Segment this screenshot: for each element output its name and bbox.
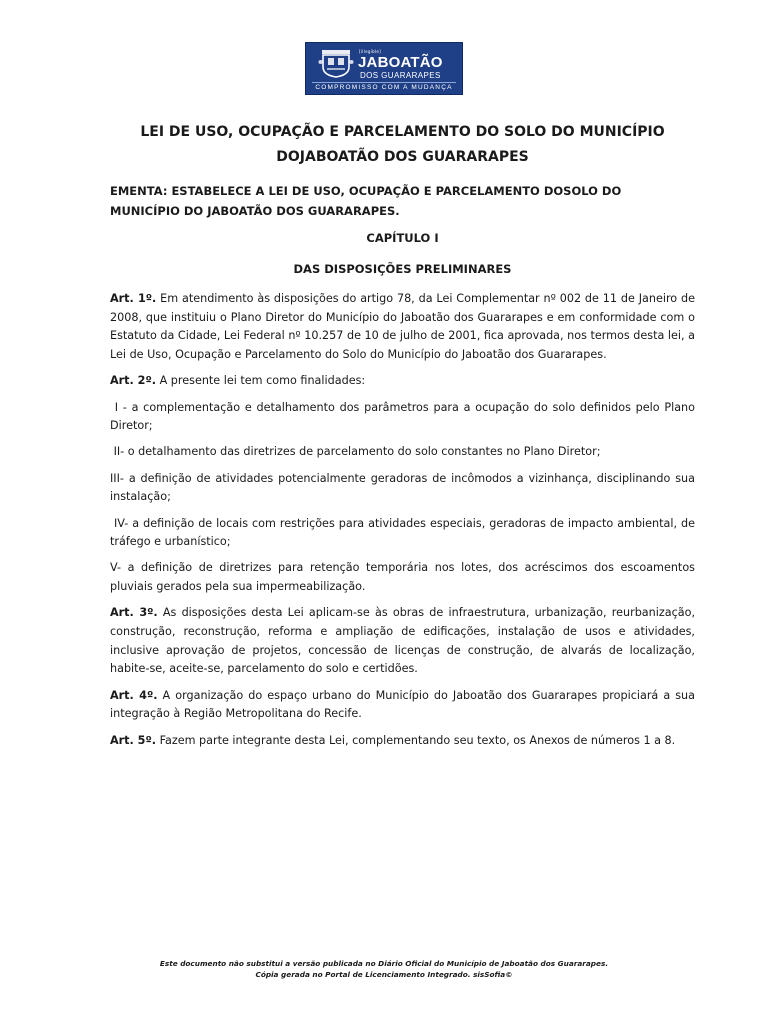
header-logo-container	[0, 42, 768, 95]
article-3-label: Art. 3º.	[110, 606, 158, 620]
article-3	[110, 604, 695, 679]
article-4	[110, 687, 695, 724]
article-1	[110, 290, 695, 365]
article-2-item-4: IV- a definição de locais com restrições para atividades especiais, geradoras de impacto ambiental, de tráfego e urbanístico;	[110, 516, 699, 549]
article-2-text: A presente lei tem como finalidades:	[156, 374, 366, 388]
coat-of-arms-icon	[318, 48, 354, 78]
ementa: EMENTA: ESTABELECE A LEI DE USO, OCUPAÇÃO E PARCELAMENTO DOSOLO DO MUNICÍPIO DO JABOATÃO DOS GUARARAPES.	[110, 184, 622, 218]
article-2-item-5: V- a definição de diretrizes para retenção temporária nos lotes, dos acréscimos dos escoamentos pluviais gerados pela sua impermeabilização.	[110, 561, 695, 594]
title-line-2: DOJABOATÃO DOS GUARARAPES	[276, 149, 529, 165]
chapter-heading: CAPÍTULO I	[366, 231, 439, 245]
title-line-1: LEI DE USO, OCUPAÇÃO E PARCELAMENTO DO SOLO DO MUNICÍPIO	[140, 124, 665, 140]
footer-line-2: Cópia gerada no Portal de Licenciamento Integrado. sisSofia©	[255, 970, 513, 979]
chapter-title: DAS DISPOSIÇÕES PRELIMINARES	[293, 262, 512, 276]
article-5-label: Art. 5º.	[110, 733, 157, 747]
logo-subtitle: DOS GUARARAPES	[360, 71, 441, 80]
document-body	[110, 290, 699, 758]
article-1-label: Art. 1º.	[110, 292, 157, 305]
article-2-item-2: II- o detalhamento das diretrizes de parcelamento do solo constantes no Plano Diretor;	[110, 445, 601, 459]
logo-small-text: [illegible]	[359, 49, 381, 54]
logo-name: JABOATÃO	[358, 54, 443, 71]
article-3-text: As disposições desta Lei aplicam-se às obras de infraestrutura, urbanização, reurbanização, construção, reconstrução, reforma e ampliação de edificações, instalação de usos e atividades, inclusive aprovação de projetos, concessão de licenças de construção, de alvarás de localização, habite-se, aceite-se, parcelamento do solo e certidões.	[110, 606, 695, 676]
document-title	[110, 120, 695, 170]
article-2-item-3: III- a definição de atividades potencialmente geradoras de incômodos a vizinhança, disciplinando sua instalação;	[110, 471, 695, 504]
article-2	[110, 372, 695, 391]
footer-line-1: Este documento não substitui a versão publicada no Diário Oficial do Município de Jaboatão dos Guararapes.	[159, 959, 609, 968]
logo-divider	[312, 82, 456, 83]
article-1-text: Em atendimento às disposições do artigo 78, da Lei Complementar nº 002 de 11 de Janeiro de 2008, que instituiu o Plano Diretor do Município do Jaboatão dos Guararapes e em conformidade com o Estatuto da Cidade, Lei Federal nº 10.257 de 10 de julho de 2001, fica aprovada, nos termos desta lei, a Lei de Uso, Ocupação e Parcelamento do Solo do Município do Jaboatão dos Guararapes.	[110, 292, 695, 362]
article-2-item-1: I - a complementação e detalhamento dos parâmetros para a ocupação do solo definidos pelo Plano Diretor;	[110, 400, 699, 433]
logo-motto: COMPROMISSO COM A MUDANÇA	[315, 84, 453, 91]
article-5	[110, 732, 695, 751]
article-4-text: A organização do espaço urbano do Município do Jaboatão dos Guararapes propiciará a sua integração à Região Metropolitana do Recife.	[110, 688, 695, 721]
article-5-text: Fazem parte integrante desta Lei, complementando seu texto, os Anexos de números 1 a 8.	[156, 733, 676, 747]
prefeitura-logo	[305, 42, 463, 95]
article-4-label: Art. 4º.	[110, 688, 158, 702]
article-2-label: Art. 2º.	[110, 374, 157, 388]
footer-disclaimer	[0, 958, 768, 980]
